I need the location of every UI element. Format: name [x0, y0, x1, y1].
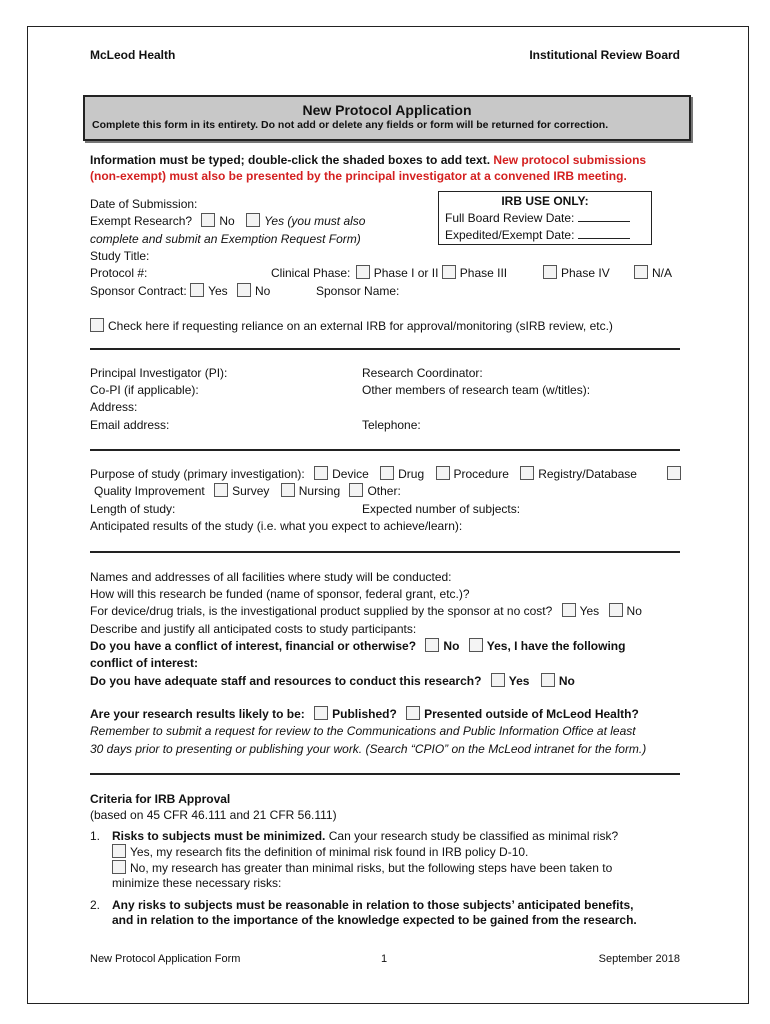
footer-form-name: New Protocol Application Form [90, 953, 241, 965]
copi-label: Co-PI (if applicable): [90, 383, 199, 397]
item1-number: 1. [90, 829, 101, 843]
presented-label: Presented outside of McLeod Health? [424, 707, 639, 721]
sponsor-yes-checkbox[interactable] [190, 283, 204, 297]
remember-line1: Remember to submit a request for review to the Communications and Public Information Office at least [90, 724, 636, 738]
section-divider [90, 449, 680, 451]
phase-4-group [543, 265, 610, 281]
exempt-yes-label: Yes (you must also [264, 214, 366, 228]
info-black: Information must be typed; double-click the shaded boxes to add text. [90, 153, 491, 167]
staff-yes-label: Yes [508, 674, 530, 688]
item2-line1: Any risks to subjects must be reasonable in relation to those subjects’ anticipated benefits, [112, 898, 634, 912]
criteria-item-2 [90, 897, 633, 913]
full-board-date [445, 211, 630, 225]
na-label: N/A [652, 266, 673, 280]
expedited-date [445, 228, 630, 242]
other-label: Other: [367, 484, 401, 498]
phase-1-2-checkbox[interactable] [356, 265, 370, 279]
reliance-label: Check here if requesting reliance on an external IRB for approval/monitoring (sIRB review, etc.) [108, 319, 613, 333]
anticipated-label: Anticipated results of the study (i.e. what you expect to achieve/learn): [90, 519, 463, 533]
pi-label: Principal Investigator (PI): [90, 366, 228, 380]
full-board-label: Full Board Review Date: [445, 211, 575, 225]
facilities-label: Names and addresses of all facilities where study will be conducted: [90, 570, 452, 584]
coi-no-checkbox[interactable] [425, 638, 439, 652]
sponsor-name-label: Sponsor Name: [316, 284, 400, 298]
other-members-label: Other members of research team (w/titles): [362, 383, 591, 397]
info-line1 [90, 152, 646, 168]
item2-line2: and in relation to the importance of the knowledge expected to be gained from the research. [112, 913, 637, 927]
phase-4-label: Phase IV [561, 266, 610, 280]
item1-opt2 [112, 860, 612, 876]
info-red1: New protocol submissions [493, 153, 647, 167]
funded-label: How will this research be funded (name of sponsor, federal grant, etc.)? [90, 587, 470, 601]
item1-bold: Risks to subjects must be minimized. [112, 829, 326, 843]
criteria-item-1 [90, 828, 618, 844]
device-drug-row [90, 603, 642, 619]
clinical-phase-label: Clinical Phase: [271, 266, 351, 280]
na-group [634, 265, 672, 281]
telephone-label: Telephone: [362, 418, 421, 432]
device-drug-no-label: No [626, 604, 642, 618]
coi-continued: conflict of interest: [90, 656, 199, 670]
na-checkbox[interactable] [634, 265, 648, 279]
survey-label: Survey [232, 484, 270, 498]
results-row [90, 706, 639, 722]
other-checkbox[interactable] [349, 483, 363, 497]
quality-label: Quality Improvement [94, 484, 205, 498]
exempt-label: Exempt Research? [90, 214, 193, 228]
header-board: Institutional Review Board [529, 48, 680, 62]
study-title-label: Study Title: [90, 249, 150, 263]
results-question: Are your research results likely to be: [90, 707, 305, 721]
remember-line2: 30 days prior to presenting or publishing your work. (Search “CPIO” on the McLeod intranet for the form.) [90, 742, 647, 756]
minimal-risk-yes-checkbox[interactable] [112, 844, 126, 858]
published-checkbox[interactable] [314, 706, 328, 720]
staff-row [90, 673, 575, 689]
item1-opt2-continued: minimize these necessary risks: [112, 876, 282, 890]
drug-label: Drug [398, 467, 425, 481]
full-board-blank[interactable] [578, 221, 630, 222]
criteria-basis: (based on 45 CFR 46.111 and 21 CFR 56.111) [90, 808, 337, 822]
footer-page-number: 1 [381, 953, 388, 965]
section-divider [90, 551, 680, 553]
exempt-yes-checkbox[interactable] [246, 213, 260, 227]
costs-label: Describe and justify all anticipated costs to study participants: [90, 622, 417, 636]
clinical-phase-row [271, 265, 507, 281]
procedure-checkbox[interactable] [436, 466, 450, 480]
irb-use-title: IRB USE ONLY: [501, 194, 589, 208]
nursing-label: Nursing [298, 484, 341, 498]
info-red2: (non-exempt) must also be presented by the principal investigator at a convened IRB meeting. [90, 169, 627, 183]
header-org: McLeod Health [90, 48, 176, 62]
staff-no-label: No [558, 674, 575, 688]
device-drug-label: For device/drug trials, is the investigational product supplied by the sponsor at no cost? [90, 604, 553, 618]
protocol-label: Protocol #: [90, 266, 148, 280]
exempt-no-label: No [219, 214, 235, 228]
device-drug-yes-label: Yes [579, 604, 600, 618]
staff-question: Do you have adequate staff and resources to conduct this research? [90, 674, 482, 688]
drug-checkbox[interactable] [380, 466, 394, 480]
presented-checkbox[interactable] [406, 706, 420, 720]
device-drug-yes-checkbox[interactable] [562, 603, 576, 617]
expected-subjects-label: Expected number of subjects: [362, 502, 521, 516]
length-label: Length of study: [90, 502, 176, 516]
staff-yes-checkbox[interactable] [491, 673, 505, 687]
coi-row [90, 638, 625, 654]
purpose-row [90, 466, 637, 482]
phase-3-checkbox[interactable] [442, 265, 456, 279]
staff-no-checkbox[interactable] [541, 673, 555, 687]
expedited-label: Expedited/Exempt Date: [445, 228, 575, 242]
section-divider [90, 348, 680, 350]
coi-question: Do you have a conflict of interest, financial or otherwise? [90, 639, 417, 653]
device-label: Device [332, 467, 369, 481]
item1-opt1 [112, 844, 528, 860]
purpose-row2 [94, 483, 401, 499]
expedited-blank[interactable] [578, 238, 630, 239]
quality-checkbox-wrap [667, 466, 681, 482]
research-coordinator-label: Research Coordinator: [362, 366, 483, 380]
minimal-risk-no-label: No, my research has greater than minimal risks, but the following steps have been taken to [130, 861, 613, 875]
nursing-checkbox[interactable] [281, 483, 295, 497]
published-label: Published? [332, 707, 397, 721]
sponsor-contract-label: Sponsor Contract: [90, 284, 187, 298]
page-title: New Protocol Application [302, 102, 472, 118]
registry-label: Registry/Database [538, 467, 637, 481]
minimal-risk-no-checkbox[interactable] [112, 860, 126, 874]
exempt-yes-continued: complete and submit an Exemption Request Form) [90, 232, 361, 246]
purpose-label: Purpose of study (primary investigation): [90, 467, 305, 481]
address-label: Address: [90, 400, 138, 414]
sponsor-no-checkbox[interactable] [237, 283, 251, 297]
criteria-title: Criteria for IRB Approval [90, 792, 231, 806]
registry-checkbox[interactable] [520, 466, 534, 480]
date-submission-label: Date of Submission: [90, 197, 198, 211]
irb-use-box [438, 191, 652, 245]
sponsor-no-label: No [254, 284, 271, 298]
email-label: Email address: [90, 418, 170, 432]
coi-no-label: No [443, 639, 460, 653]
item2-number: 2. [90, 898, 101, 912]
section-divider [90, 773, 680, 775]
reliance-row [90, 318, 613, 334]
sponsor-contract-row [90, 283, 270, 299]
coi-yes-label: Yes, I have the following [486, 639, 626, 653]
coi-yes-checkbox[interactable] [469, 638, 483, 652]
phase-4-checkbox[interactable] [543, 265, 557, 279]
minimal-risk-yes-label: Yes, my research fits the definition of minimal risk found in IRB policy D-10. [130, 845, 529, 859]
exempt-no-checkbox[interactable] [201, 213, 215, 227]
exempt-row [90, 213, 365, 229]
procedure-label: Procedure [453, 467, 509, 481]
device-drug-no-checkbox[interactable] [609, 603, 623, 617]
reliance-checkbox[interactable] [90, 318, 104, 332]
item1-rest: Can your research study be classified as minimal risk? [328, 829, 619, 843]
phase-1-2-label: Phase I or II [373, 266, 439, 280]
device-checkbox[interactable] [314, 466, 328, 480]
footer-date: September 2018 [598, 953, 680, 965]
title-box [83, 95, 691, 141]
sponsor-yes-label: Yes [208, 284, 228, 298]
survey-checkbox[interactable] [214, 483, 228, 497]
page-subtitle: Complete this form in its entirety. Do not add or delete any fields or form will be returned for correction. [92, 119, 609, 131]
phase-3-label: Phase III [459, 266, 508, 280]
quality-checkbox[interactable] [667, 466, 681, 480]
